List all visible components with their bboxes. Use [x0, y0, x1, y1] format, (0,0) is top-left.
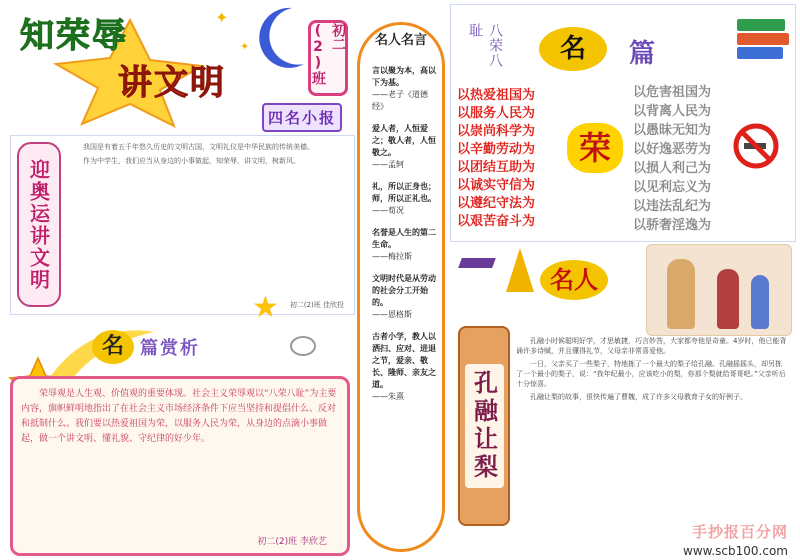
watermark-url: www.scb100.com — [683, 544, 788, 558]
quote-text: 文明时代是从劳动的社会分工开始的。 — [372, 274, 436, 307]
quotes-header: 名人名言 — [374, 33, 427, 48]
star-icon: ★ — [252, 290, 279, 325]
story-body — [516, 336, 788, 536]
moon-decoration — [252, 4, 312, 74]
quote-author: ——孟轲 — [372, 160, 404, 169]
quote-author: ——朱熹 — [372, 392, 404, 401]
quote-text: 爱人者，人恒爱之；敬人者，人恒敬之。 — [372, 124, 436, 157]
appreciation-body: 荣辱观是人生观、价值观的重要体现。社会主义荣辱观以“八荣八耻”为主要内容，旗帜鲜明地指出了在社会主义市场经济条件下应当坚持和提倡什么、反对和抵制什么。我们要以热爱祖国为荣，以服务人民为荣，从身边的点滴小事做起，做一个讲文明、懂礼貌、守纪律的好少年。 — [21, 389, 337, 444]
story-paragraph: 一日，父亲买了一些梨子，特地拣了一个最大的梨子给孔融。孔融摇摇头，却另拣了一个最小的梨子，说：“我年纪最小，应该吃小的梨，你那个梨就给哥哥吧。”父亲听后十分惊喜。 — [516, 360, 786, 388]
article-paragraph: 作为中学生，我们应当从身边的小事做起，知荣辱，讲文明，树新风。 — [83, 157, 300, 165]
no-smoking-icon — [733, 123, 779, 169]
quote-text: 名誉是人生的第二生命。 — [372, 228, 436, 249]
class-badge: 初二(2)班 — [308, 20, 348, 96]
story-section — [450, 244, 796, 560]
quotes-column — [357, 22, 445, 552]
chi-line: 以愚昧无知为 — [633, 123, 712, 138]
story-heading: 名人 — [540, 260, 608, 300]
quote-item — [372, 123, 436, 171]
chi-line: 以危害祖国为 — [633, 85, 712, 100]
sparkle-icon: ✦ — [240, 40, 250, 53]
rong-line: 以诚实守信为 — [457, 178, 536, 193]
article-body — [69, 142, 349, 298]
watermark-brand: 手抄报百分网 — [691, 523, 788, 541]
quote-text: 古者小学，教人以洒扫、应对、进退之节，爱亲、敬长、隆师、亲友之道。 — [372, 332, 436, 389]
quote-text: 言以聚为本，高以下为基。 — [372, 66, 436, 87]
chi-line: 以违法乱纪为 — [633, 199, 712, 214]
heading-rest: 篇赏析 — [140, 338, 200, 359]
quote-author: ——恩格斯 — [372, 310, 412, 319]
story-vertical-title: 孔融让梨 — [465, 364, 504, 488]
rong-line: 以服务人民为 — [457, 106, 536, 121]
chi-line: 以背离人民为 — [633, 104, 712, 119]
quote-item — [372, 227, 436, 263]
quote-item — [372, 65, 436, 113]
sparkle-icon: ✦ — [215, 8, 229, 27]
appreciation-box — [10, 376, 350, 556]
chi-line: 以见利忘义为 — [633, 180, 712, 195]
chi-line: 以损人利己为 — [633, 161, 712, 176]
story-paragraph: 孔融让梨的故事，很快传遍了曹魏，成了许多父母教育子女的好例子。 — [530, 393, 747, 401]
story-paragraph: 孔融小时候聪明好学，才思敏捷，巧言妙答，大家都夸他是奇童。4岁时，他已能背诵许多诗赋，并且懂得礼节，父母亲非常喜爱他。 — [516, 337, 787, 355]
pride-heading-main: 名 — [539, 27, 607, 71]
quote-item — [372, 273, 436, 321]
article-paragraph: 我国是有着五千年悠久历史的文明古国，文明礼仪是中华民族的传统美德。 — [83, 143, 314, 151]
vertical-title: 迎奥运讲文明 — [17, 142, 61, 307]
rong-line: 以遵纪守法为 — [457, 196, 536, 211]
rong-line: 以团结互助为 — [457, 160, 536, 175]
chi-line: 以骄奢淫逸为 — [633, 218, 712, 233]
appreciation-heading — [92, 330, 200, 364]
scroll-banner — [458, 326, 510, 526]
chi-line: 以好逸恶劳为 — [633, 142, 712, 157]
quote-author: ——荀况 — [372, 206, 404, 215]
rong-line: 以热爱祖国为 — [457, 88, 536, 103]
title-area — [0, 0, 355, 135]
title-part1: 知荣辱 — [20, 16, 128, 56]
subtitle-badge: 四名小报 — [262, 103, 342, 132]
pride-heading-left: 八荣八耻 — [467, 23, 503, 68]
article-signature: 初二(2)班 佳欣投 — [289, 301, 344, 309]
graduation-cap-icon — [458, 258, 496, 268]
title-part2: 讲文明 — [118, 63, 226, 103]
quotes-list — [372, 65, 436, 525]
pride-section — [450, 4, 796, 242]
quote-item — [372, 181, 436, 217]
rong-line: 以崇尚科学为 — [457, 124, 536, 139]
rong-line: 以辛勤劳动为 — [457, 142, 536, 157]
rong-big-char: 荣 — [567, 123, 623, 173]
appreciation-signature: 初二(2)班 李欣艺 — [257, 537, 327, 547]
pennant-icon — [506, 248, 534, 292]
quote-text: 礼，所以正身也；师，所以正礼也。 — [372, 182, 436, 203]
magnifier-icon — [290, 336, 316, 356]
heading-main: 名 — [92, 330, 134, 364]
quote-author: ——梅拉斯 — [372, 252, 412, 261]
left-article — [10, 135, 355, 315]
story-illustration — [646, 244, 792, 336]
books-icon — [737, 19, 789, 59]
rong-line: 以艰苦奋斗为 — [457, 214, 536, 229]
quote-author: ——老子《道德经》 — [372, 90, 428, 111]
quote-item — [372, 331, 436, 403]
pride-heading-right: 篇 — [629, 39, 656, 69]
